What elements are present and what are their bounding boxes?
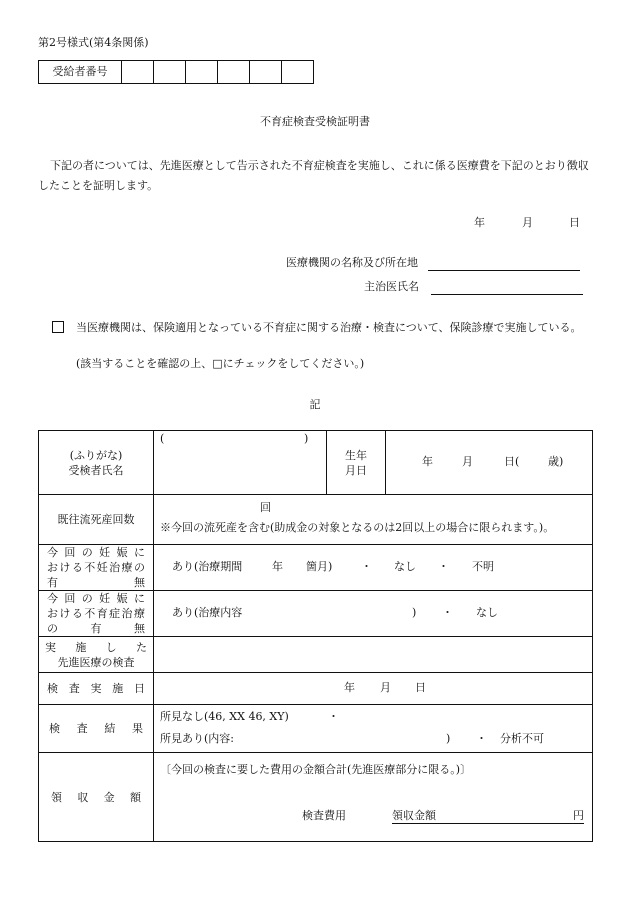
label-char: 無 — [134, 622, 145, 635]
label-char: 今 — [47, 546, 58, 559]
label-char: の — [81, 592, 93, 605]
infertility-months: 箇月) — [306, 560, 333, 573]
infertility-field[interactable] — [154, 545, 592, 590]
label-char: 治 — [121, 607, 133, 620]
label-char: 領 — [51, 790, 62, 804]
label-char: 療 — [133, 607, 145, 620]
insurance-check-note: (該当することを確認の上、□にチェックをしてください。) — [76, 357, 365, 370]
amount-row — [39, 753, 592, 841]
furigana-paren-open: ( — [160, 432, 165, 445]
rpl-label-c — [47, 621, 145, 636]
miscarriage-field[interactable] — [154, 495, 592, 544]
label-char: 娠 — [116, 592, 128, 605]
label-char: 検 — [47, 682, 58, 695]
insurance-check-text: 当医療機関は、保険適用となっている不育症に関する治療・検査について、保険診療で実施している。 — [76, 321, 582, 334]
recipient-digit-cell[interactable] — [122, 61, 154, 83]
test-result-field[interactable] — [154, 705, 592, 752]
amount-field — [154, 753, 592, 841]
date-day: 日 — [569, 216, 580, 229]
infertility-unknown: 不明 — [472, 560, 494, 573]
label-char: 回 — [64, 592, 76, 605]
advanced-test-row — [39, 637, 592, 673]
label-char: の — [47, 622, 58, 635]
test-date-row — [39, 673, 592, 705]
name-label: 受検者氏名 — [68, 463, 124, 477]
label-char: け — [59, 561, 71, 574]
rpl-paren-close: ) — [412, 606, 417, 619]
doctor-name-input[interactable] — [431, 280, 583, 295]
certification-statement: 下記の者については、先進医療として告示された不育症検査を実施し、これに係る医療費を下記のとおり徴収したことを証明します。 — [38, 159, 589, 192]
birth-field[interactable] — [386, 431, 592, 494]
institution-line — [286, 256, 580, 271]
amount-label — [51, 790, 141, 805]
label-char: 日 — [134, 682, 145, 695]
label-char: 結 — [104, 722, 116, 735]
label-char: 検 — [49, 722, 60, 735]
label-char: 症 — [109, 607, 121, 620]
label-char: 今 — [47, 592, 58, 605]
rpl-treatment-field[interactable] — [154, 591, 592, 636]
birth-label-1: 生年 — [345, 448, 367, 462]
miscarriage-unit: 回 — [260, 501, 271, 514]
test-result-header — [39, 705, 154, 752]
recipient-digit-cell[interactable] — [250, 61, 282, 83]
label-char: け — [59, 607, 71, 620]
recipient-number-label: 受給者番号 — [39, 61, 122, 83]
label-char: 果 — [131, 722, 143, 735]
details-table — [38, 430, 593, 842]
infertility-row — [39, 545, 592, 591]
birth-header — [327, 431, 386, 494]
label-char: お — [47, 607, 58, 620]
rpl-sep: ・ — [442, 606, 453, 619]
infertility-label-b — [47, 560, 145, 575]
advanced-label-a — [45, 640, 147, 655]
label-char: 治 — [109, 561, 121, 574]
ki-heading: 記 — [309, 398, 321, 411]
rpl-treatment-row — [39, 591, 592, 637]
result-sep-1: ・ — [328, 710, 339, 723]
test-date-field[interactable] — [154, 673, 592, 704]
label-char: 査 — [76, 722, 88, 735]
label-char: 額 — [129, 790, 141, 804]
rpl-treatment-header — [39, 591, 154, 636]
recipient-digit-cell[interactable] — [154, 61, 186, 83]
label-char: に — [133, 546, 145, 559]
label-char: 収 — [77, 790, 89, 804]
label-char: 妊 — [96, 561, 108, 574]
test-day: 日 — [415, 681, 426, 694]
advanced-label-b: 先進医療の検査 — [57, 655, 135, 669]
test-date-label — [47, 681, 145, 696]
label-char: 不 — [84, 607, 96, 620]
miscarriage-row — [39, 495, 592, 545]
miscarriage-header: 既往流死産回数 — [39, 495, 154, 544]
label-char: 有 — [47, 576, 58, 589]
label-char: の — [133, 561, 145, 574]
result-sep-2: ・ — [476, 732, 487, 745]
advanced-test-header — [39, 637, 154, 672]
label-char: 回 — [64, 546, 76, 559]
insurance-checkbox[interactable] — [52, 321, 64, 333]
amount-header — [39, 753, 154, 841]
doctor-line — [364, 280, 583, 295]
label-char: 施 — [112, 682, 124, 695]
document-title: 不育症検査受検証明書 — [260, 115, 370, 128]
infertility-sep-2: ・ — [438, 560, 449, 573]
label-char: し — [105, 640, 117, 654]
infertility-sep-1: ・ — [361, 560, 372, 573]
birth-year: 年 — [422, 455, 433, 468]
birth-month: 月 — [462, 455, 473, 468]
label-char: 有 — [90, 622, 102, 635]
result-abnormal: 所見あり(内容: — [160, 732, 234, 745]
recipient-number-box — [38, 60, 314, 84]
birth-label-2: 月日 — [345, 463, 367, 477]
label-char: る — [71, 607, 83, 620]
infertility-header — [39, 545, 154, 590]
result-normal: 所見なし(46, XX 46, XY) — [160, 710, 289, 723]
label-char: 実 — [45, 640, 56, 654]
rpl-yes: あり(治療内容 — [172, 606, 243, 619]
label-char: 妊 — [99, 592, 111, 605]
test-month: 月 — [380, 681, 391, 694]
name-field[interactable] — [154, 431, 327, 494]
label-char: の — [81, 546, 93, 559]
name-row — [39, 431, 592, 495]
label-char: た — [135, 640, 147, 654]
test-result-label — [49, 721, 143, 736]
amount-scope-note: 〔今回の検査に要した費用の金額合計(先進医療部分に限る。)〕 — [160, 763, 472, 776]
test-result-row — [39, 705, 592, 753]
furigana-label: (ふりがな) — [69, 448, 123, 462]
label-char: 育 — [96, 607, 108, 620]
label-char: 療 — [121, 561, 133, 574]
recipient-digit-cell[interactable] — [218, 61, 250, 83]
yen-unit: 円 — [573, 809, 584, 822]
infertility-label-a — [47, 545, 145, 560]
date-month: 月 — [522, 216, 533, 229]
label-char: 施 — [75, 640, 87, 654]
infertility-yes: あり(治療期間 — [172, 560, 243, 573]
label-char: 金 — [103, 790, 115, 804]
form-id: 第2号様式(第4条関係) — [38, 36, 149, 49]
label-char: 娠 — [116, 546, 128, 559]
infertility-label-c — [47, 575, 145, 590]
furigana-paren-close: ) — [304, 432, 309, 445]
label-char: 無 — [134, 576, 145, 589]
institution-label: 医療機関の名称及び所在地 — [286, 256, 418, 270]
test-year: 年 — [344, 681, 355, 694]
label-char: 実 — [90, 682, 102, 695]
amount-label-text: 領収金額 — [392, 809, 436, 822]
recipient-digit-cell[interactable] — [282, 61, 313, 83]
infertility-no: なし — [394, 560, 416, 573]
miscarriage-note: ※今回の流死産を含む(助成金の対象となるのは2回以上の場合に限られます。)。 — [160, 521, 555, 534]
test-date-header — [39, 673, 154, 704]
birth-age: 歳) — [548, 455, 564, 468]
fee-label: 検査費用 — [302, 809, 346, 822]
label-char: 査 — [68, 682, 80, 695]
rpl-label-a — [47, 591, 145, 606]
institution-input[interactable] — [428, 256, 580, 271]
result-undetermined: 分析不可 — [500, 732, 544, 745]
label-char: お — [47, 561, 58, 574]
rpl-label-b — [47, 606, 145, 621]
label-char: る — [71, 561, 83, 574]
label-char: に — [133, 592, 145, 605]
name-header — [39, 431, 154, 494]
date-year: 年 — [474, 216, 485, 229]
recipient-digit-cell[interactable] — [186, 61, 218, 83]
amount-input[interactable] — [392, 823, 584, 824]
label-char: 妊 — [99, 546, 111, 559]
advanced-test-field[interactable] — [154, 637, 592, 672]
doctor-label: 主治医氏名 — [364, 280, 419, 294]
birth-day: 日( — [504, 455, 520, 468]
result-paren-close: ) — [446, 732, 451, 745]
infertility-years: 年 — [272, 560, 283, 573]
label-char: 不 — [84, 561, 96, 574]
rpl-no: なし — [476, 606, 498, 619]
